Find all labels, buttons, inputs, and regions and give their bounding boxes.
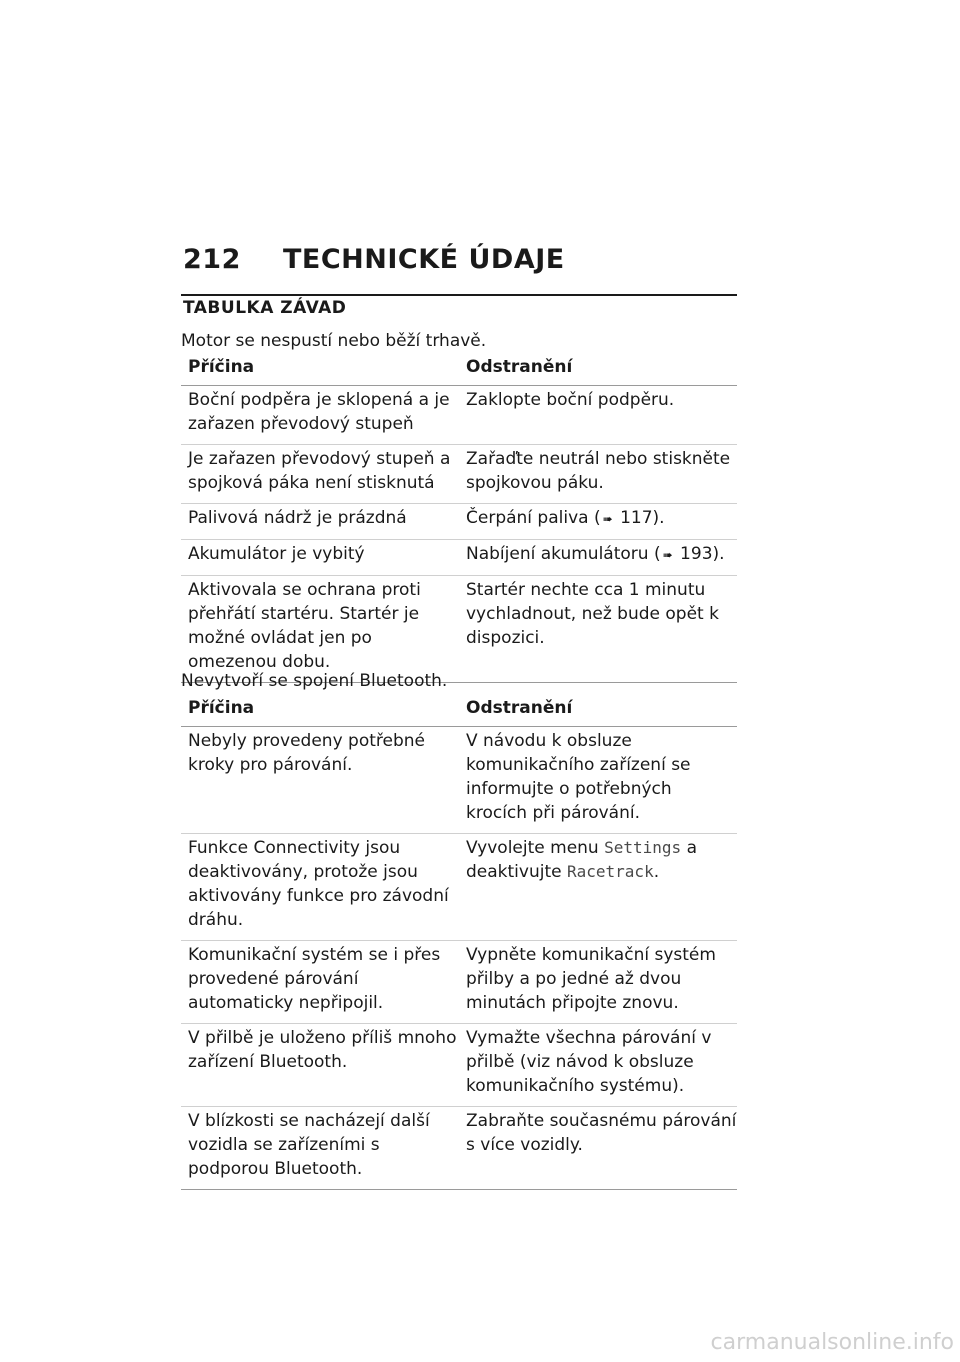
cause-header: Příčina (181, 695, 459, 727)
cause-cell: Palivová nádrž je prázdná (181, 504, 459, 540)
remedy-cell: Vymažte všechna párování v přilbě (viz návod k obsluze komunikačního systému). (459, 1024, 737, 1107)
remedy-cell: Zařaďte neutrál nebo stiskněte spojkovou páku. (459, 445, 737, 504)
cause-cell: Je zařazen převodový stupeň a spojková páka není stisknutá (181, 445, 459, 504)
remedy-text: Čerpání paliva ( (466, 508, 601, 528)
cause-cell: V blízkosti se nacházejí další vozidla se zařízeními s podporou Bluetooth. (181, 1107, 459, 1190)
cause-cell: V přilbě je uloženo příliš mnoho zařízení Bluetooth. (181, 1024, 459, 1107)
table-row (181, 386, 737, 445)
table-row (181, 941, 737, 1024)
remedy-cell: Zabraňte současnému párování s více vozidly. (459, 1107, 737, 1190)
fault-table (181, 354, 737, 683)
cause-cell: Aktivovala se ochrana proti přehřátí startéru. Startér je možné ovládat jen po omezenou dobu. (181, 576, 459, 683)
remedy-cell (459, 540, 737, 576)
fault-table (181, 695, 737, 1190)
table-header-row (181, 354, 737, 386)
remedy-cell: Vypněte komunikační systém přilby a po jedné až dvou minutách připojte znovu. (459, 941, 737, 1024)
table-header-row (181, 695, 737, 727)
problem-title: Nevytvoří se spojení Bluetooth. (181, 671, 448, 691)
remedy-cell: Zaklopte boční podpěru. (459, 386, 737, 445)
menu-name: Settings (604, 838, 682, 857)
remedy-cell: V návodu k obsluze komunikačního zařízení se informujte o potřebných krocích při párování. (459, 727, 737, 834)
cause-header: Příčina (181, 354, 459, 386)
cause-cell: Boční podpěra je sklopená a je zařazen převodový stupeň (181, 386, 459, 445)
table-row (181, 504, 737, 540)
page-reference[interactable]: 193). (674, 544, 725, 564)
remedy-cell: Startér nechte cca 1 minutu vychladnout, než bude opět k dispozici. (459, 576, 737, 683)
remedy-cell (459, 834, 737, 941)
problem-title: Motor se nespustí nebo běží trhavě. (181, 331, 487, 351)
table-row (181, 445, 737, 504)
page-header (183, 244, 736, 275)
table-row (181, 576, 737, 683)
remedy-cell (459, 504, 737, 540)
page-number: 212 (183, 244, 241, 275)
page-reference[interactable]: 117). (614, 508, 665, 528)
remedy-text: Nabíjení akumulátoru ( (466, 544, 661, 564)
table-row (181, 1024, 737, 1107)
header-rule (181, 294, 737, 296)
remedy-header: Odstranění (459, 695, 737, 727)
cause-cell: Komunikační systém se i přes provedené párování automaticky nepřipojil. (181, 941, 459, 1024)
table-row (181, 540, 737, 576)
table-row (181, 834, 737, 941)
watermark: carmanualsonline.info (710, 1330, 954, 1355)
remedy-header: Odstranění (459, 354, 737, 386)
table-row (181, 1107, 737, 1190)
menu-item-name: Racetrack (567, 862, 654, 881)
cause-cell: Nebyly provedeny potřebné kroky pro párování. (181, 727, 459, 834)
cause-cell: Funkce Connectivity jsou deaktivovány, protože jsou aktivovány funkce pro závodní dráhu. (181, 834, 459, 941)
remedy-text: Vyvolejte menu (466, 838, 605, 858)
chapter-title: TECHNICKÉ ÚDAJE (283, 244, 565, 275)
remedy-text: . (653, 862, 660, 882)
table-row (181, 727, 737, 834)
section-title: TABULKA ZÁVAD (183, 298, 347, 318)
cause-cell: Akumulátor je vybitý (181, 540, 459, 576)
remedy-text: a deaktivujte (466, 838, 697, 882)
page-reference-arrow-icon: ➠ (602, 512, 613, 526)
page-reference-arrow-icon: ➠ (662, 548, 673, 562)
